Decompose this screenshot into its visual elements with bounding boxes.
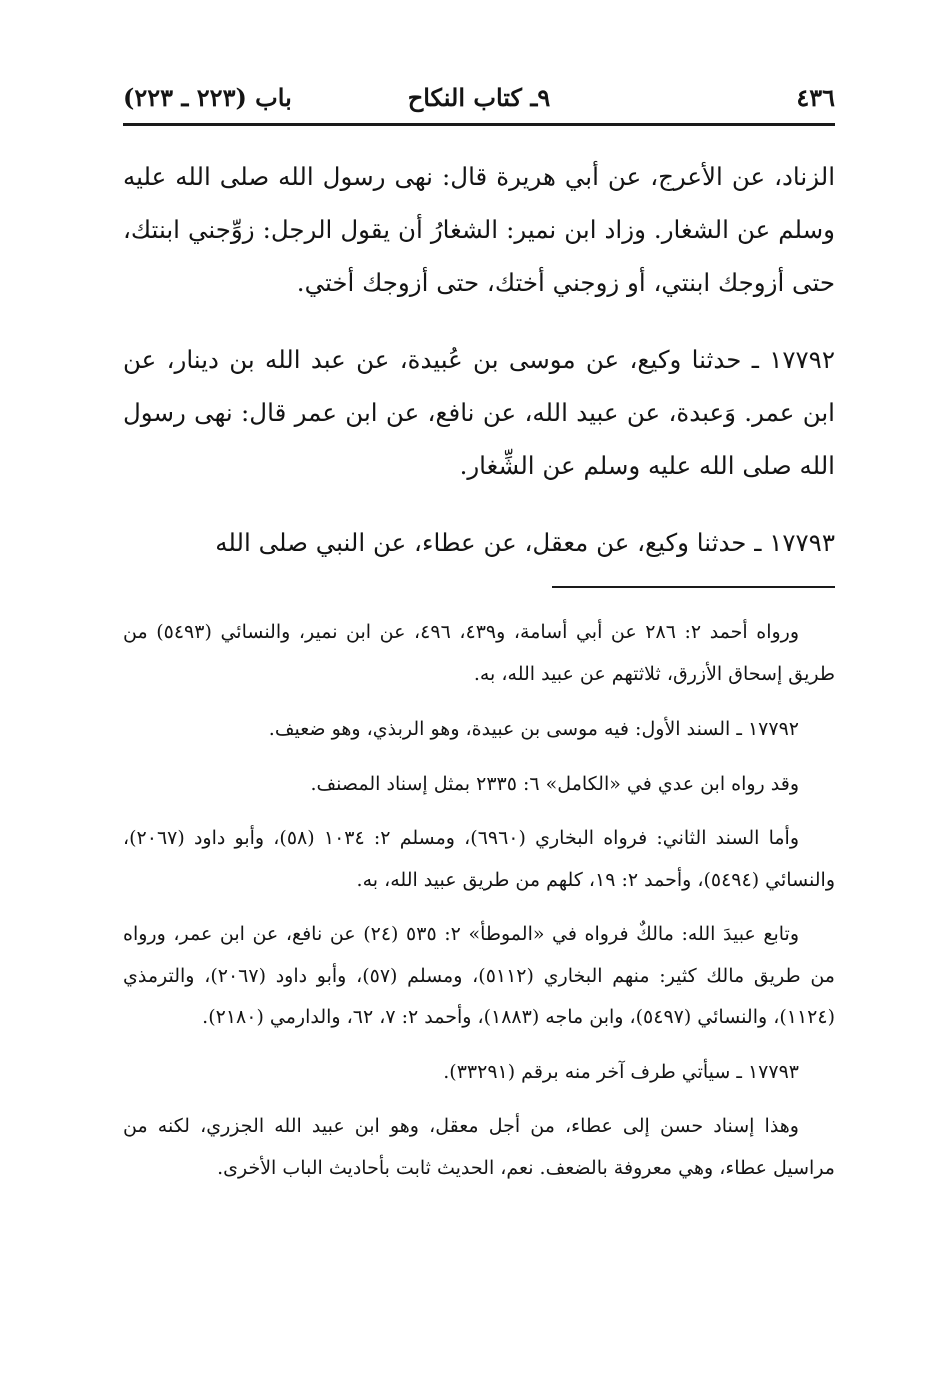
footnote-paragraph: وتابع عبيدَ الله: مالكٌ فرواه في «الموطأ» ٢: ٥٣٥ (٢٤) عن نافع، عن ابن عمر، ورواه من طريق مالك كثير: منهم البخاري (٥١١٢)، ومسلم (٥٧)، وأبو داود (٢٠٦٧)، والترمذي (١١٢٤)، والنسائي (٥٤٩٧)، وابن ماجه (١٨٨٣)، وأحمد ٢: ٧، ٦٢، والدارمي (٢١٨٠). xyxy=(123,923,835,1028)
page-number: ٤٣٦ xyxy=(796,83,835,112)
footnote-paragraph: وأما السند الثاني: فرواه البخاري (٦٩٦٠)، ومسلم ٢: ١٠٣٤ (٥٨)، وأبو داود (٢٠٦٧)، والنسائي (٥٤٩٤)، وأحمد ٢: ١٩، كلهم من طريق عبيد الله، به. xyxy=(123,827,835,891)
main-text xyxy=(123,150,835,593)
footnote-paragraph: ورواه أحمد ٢: ٢٨٦ عن أبي أسامة، و٤٣٩، ٤٩٦، عن ابن نمير، والنسائي (٥٤٩٣) من طريق إسحاق الأزرق، ثلاثتهم عن عبيد الله، به. xyxy=(123,621,835,685)
book-title: ٩ـ كتاب النكاح xyxy=(407,83,551,112)
page-header xyxy=(123,78,835,118)
hadith-17793: ١٧٧٩٣ ـ حدثنا وكيع، عن معقل، عن عطاء، عن النبي صلى الله xyxy=(215,528,835,557)
chapter-label: باب (٢٢٣ ـ ٢٢٣) xyxy=(123,83,292,112)
hadith-17792: ١٧٧٩٢ ـ حدثنا وكيع، عن موسى بن عُبيدة، عن عبد الله بن دينار، عن ابن عمر. وَعبدة، عن عبيد الله، عن نافع، عن ابن عمر قال: نهى رسول الله صلى الله عليه وسلم عن الشِّغار. xyxy=(123,345,835,480)
footnote-paragraph: ١٧٧٩٢ ـ السند الأول: فيه موسى بن عبيدة، وهو الربذي، وهو ضعيف. xyxy=(268,718,799,740)
header-rule xyxy=(123,123,835,126)
footnote-paragraph: ١٧٧٩٣ ـ سيأتي طرف آخر منه برقم (٣٣٢٩١). xyxy=(443,1060,799,1083)
footnotes xyxy=(123,612,835,1189)
footnote-paragraph: وقد رواه ابن عدي في «الكامل» ٦: ٢٣٣٥ بمثل إسناد المصنف. xyxy=(310,772,799,795)
main-paragraph: الزناد، عن الأعرج، عن أبي هريرة قال: نهى رسول الله صلى الله عليه وسلم عن الشغار. وزاد ابن نمير: الشغارُ أن يقول الرجل: زوِّجني ابنتك، حتى أزوجك ابنتي، أو زوجني أختك، حتى أزوجك أختي. xyxy=(123,162,835,297)
footnote-paragraph: وهذا إسناد حسن إلى عطاء، من أجل معقل، وهو ابن عبيد الله الجزري، لكنه من مراسيل عطاء، وهي معروفة بالضعف. نعم، الحديث ثابت بأحاديث الباب الأخرى. xyxy=(123,1115,835,1179)
footnote-separator xyxy=(552,586,835,588)
